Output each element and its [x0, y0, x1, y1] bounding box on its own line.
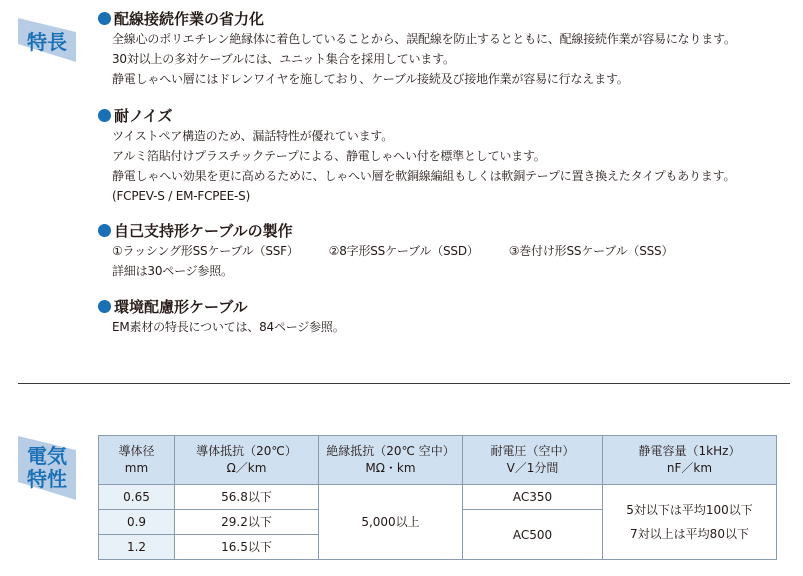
table-header-row: [99, 436, 777, 485]
resistance-cell: 56.8以下: [175, 485, 319, 510]
bullet-icon: [98, 109, 111, 122]
header-insulation: 絶縁抵抗（20℃ 空中） MΩ・km: [319, 436, 463, 485]
type-item: ③巻付け形SSケーブル（SSS）: [508, 244, 674, 258]
electrical-spec-table: [98, 435, 777, 560]
section-noise: [98, 107, 735, 206]
body-text: 静電しゃへい層にはドレンワイヤを施しており、ケーブル接続及び接地作業が容易に行なえます。: [112, 72, 629, 86]
type-item: ②8字形SSケーブル（SSD）: [328, 244, 479, 258]
body-text: 全線心のポリエチレン絶縁体に着色していることから、誤配線を防止するとともに、配線接続作業が容易になります。: [112, 32, 736, 46]
voltage-cell: AC500: [463, 510, 603, 560]
section-eco: [98, 298, 345, 337]
divider: [18, 383, 790, 384]
bullet-icon: [98, 300, 111, 313]
body-text: ツイストペア構造のため、漏話特性が優れています。: [112, 129, 394, 143]
voltage-cell: AC350: [463, 485, 603, 510]
insulation-cell: 5,000以上: [319, 485, 463, 560]
body-text: EM素材の特長については、84ページ参照。: [112, 320, 345, 334]
body-text: (FCPEV-S / EM-FCPEE-S): [112, 189, 251, 203]
diameter-cell: 0.65: [99, 485, 175, 510]
bullet-icon: [98, 224, 111, 237]
section-wiring: [98, 10, 736, 89]
header-resistance: 導体抵抗（20℃） Ω／km: [175, 436, 319, 485]
features-badge-label: 特長: [27, 30, 67, 54]
resistance-cell: 16.5以下: [175, 535, 319, 560]
electrical-badge-label: 電気: [27, 444, 67, 468]
electrical-badge-label: 特性: [27, 467, 67, 491]
diameter-cell: 1.2: [99, 535, 175, 560]
section-title: 自己支持形ケーブルの製作: [98, 222, 673, 241]
header-capacitance: 静電容量（1kHz） nF／km: [603, 436, 777, 485]
table-row: [99, 485, 777, 510]
section-title: 環境配慮形ケーブル: [98, 298, 345, 317]
header-diameter: 導体径 mm: [99, 436, 175, 485]
header-voltage: 耐電圧（空中） V／1分間: [463, 436, 603, 485]
type-item: ①ラッシング形SSケーブル（SSF）: [112, 244, 299, 258]
resistance-cell: 29.2以下: [175, 510, 319, 535]
body-text: アルミ箔貼付けプラスチックテープによる、静電しゃへい付を標準としています。: [112, 149, 546, 163]
section-title: 耐ノイズ: [98, 107, 735, 126]
type-list: [98, 241, 673, 261]
capacitance-cell: 5対以下は平均100以下 7対以上は平均80以下: [603, 485, 777, 560]
features-badge: [18, 18, 76, 62]
body-text: 静電しゃへい効果を更に高めるために、しゃへい層を軟銅線編組もしくは軟銅テープに置き換えたタイプもあります。: [112, 169, 736, 183]
section-title: 配線接続作業の省力化: [98, 10, 736, 29]
section-self-supporting: [98, 222, 673, 281]
body-text: 詳細は30ページ参照。: [112, 264, 233, 278]
diameter-cell: 0.9: [99, 510, 175, 535]
body-text: 30対以上の多対ケーブルには、ユニット集合を採用しています。: [112, 52, 455, 66]
bullet-icon: [98, 12, 111, 25]
electrical-badge: [18, 436, 76, 500]
